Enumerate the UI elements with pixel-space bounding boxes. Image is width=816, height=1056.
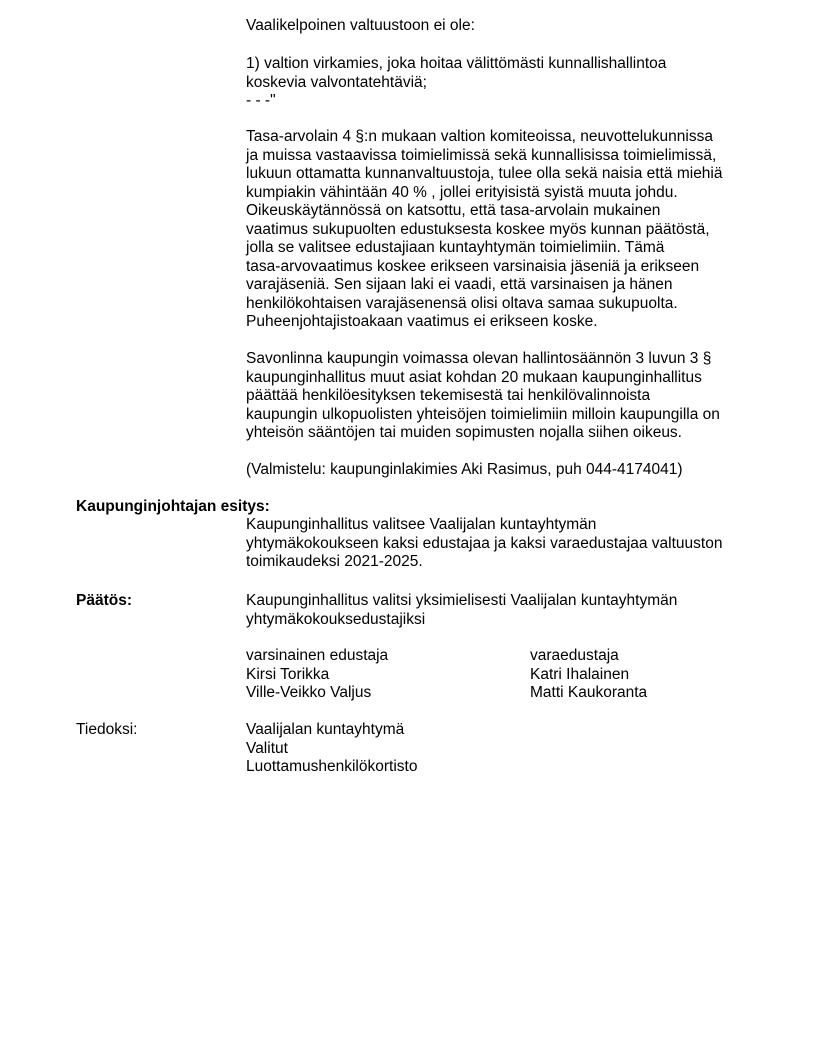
decision-line: Kaupunginhallitus valitsi yksimielisesti Vaalijalan kuntayhtymän [246, 592, 678, 609]
representative-name: Ville-Veikko Valjus [246, 684, 372, 701]
representative-name: Kirsi Torikka [246, 665, 330, 683]
paragraph-line: Oikeuskäytännössä on katsottu, että tasa-arvolain mukainen [246, 202, 661, 219]
eligibility-heading [246, 17, 746, 36]
paragraph-line: henkilökohtaisen varajäsenensä olisi oltava samaa sukupuolta. [246, 294, 678, 312]
paragraph-line: lukuun ottamatta kunnanvaltuustoja, tulee olla sekä naisia että miehiä [246, 165, 723, 182]
notification-recipients [246, 721, 746, 777]
eligibility-heading-text: Vaalikelpoinen valtuustoon ei ole: [246, 17, 475, 34]
preparer-note [246, 461, 746, 480]
paragraph-line: varajäseniä. Sen sijaan laki ei vaadi, että varsinaisen ja hänen [246, 276, 673, 293]
proposal-label: Kaupunginjohtajan esitys: [76, 498, 270, 515]
deputies-header: varaedustaja [530, 647, 619, 664]
deputies-column [530, 647, 790, 703]
decision-label: Päätös: [76, 592, 132, 609]
proposal-line: toimikaudeksi 2021-2025. [246, 553, 423, 570]
recipient: Luottamushenkilökortisto [246, 758, 418, 775]
notification-label: Tiedoksi: [76, 721, 138, 738]
paragraph-line: yhteisön sääntöjen tai muiden sopimusten nojalla siihen oikeus. [246, 424, 682, 441]
eligibility-item-line: koskevia valvontatehtäviä; [246, 73, 427, 91]
paragraph-line: kaupunginhallitus muut asiat kohdan 20 mukaan kaupunginhallitus [246, 368, 702, 386]
paragraph-line: Puheenjohtajistoakaan vaatimus ei erikseen koske. [246, 313, 598, 330]
eligibility-item [246, 55, 746, 111]
paragraph-line: ja muissa vastaavissa toimielimissä sekä kunnallisissa toimielimissä, [246, 146, 717, 164]
proposal-text [246, 516, 746, 572]
paragraph-line: kaupungin ulkopuolisten yhteisöjen toimielimiin milloin kaupungilla on [246, 405, 720, 423]
eligibility-item-line: 1) valtion virkamies, joka hoitaa välittömästi kunnallishallintoa [246, 55, 667, 72]
preparer-text: (Valmistelu: kaupunginlakimies Aki Rasimus, puh 044-4174041) [246, 461, 683, 478]
paragraph-line: tasa-arvovaatimus koskee erikseen varsinaisia jäseniä ja erikseen [246, 257, 700, 275]
paragraph-line: Tasa-arvolain 4 §:n mukaan valtion komiteoissa, neuvottelukunnissa [246, 128, 713, 145]
equality-act-paragraph [246, 128, 746, 332]
eligibility-item-line: - - -" [246, 92, 276, 109]
bylaw-paragraph [246, 350, 746, 443]
representatives-header: varsinainen edustaja [246, 647, 389, 664]
deputy-name: Matti Kaukoranta [530, 684, 648, 701]
proposal-line: Kaupunginhallitus valitsee Vaalijalan kuntayhtymän [246, 516, 597, 533]
deputy-name: Katri Ihalainen [530, 665, 630, 683]
paragraph-line: päättää henkilöesityksen tekemisestä tai henkilövalinnoista [246, 387, 651, 404]
proposal-line: yhtymäkokoukseen kaksi edustajaa ja kaksi varaedustajaa valtuuston [246, 534, 723, 552]
recipient: Valitut [246, 739, 288, 757]
representatives-column [246, 647, 516, 703]
decision-text [246, 592, 746, 629]
paragraph-line: Savonlinna kaupungin voimassa olevan hallintosäännön 3 luvun 3 § [246, 350, 712, 367]
paragraph-line: vaatimus sukupuolten edustuksesta koskee myös kunnan päätöstä, [246, 220, 710, 238]
paragraph-line: kumpiakin vähintään 40 % , jollei erityisistä syistä muuta johdu. [246, 183, 678, 201]
recipient: Vaalijalan kuntayhtymä [246, 721, 405, 738]
decision-line: yhtymäkokouksedustajiksi [246, 610, 426, 628]
paragraph-line: jolla se valitsee edustajiaan kuntayhtymän toimielimiin. Tämä [246, 239, 665, 256]
